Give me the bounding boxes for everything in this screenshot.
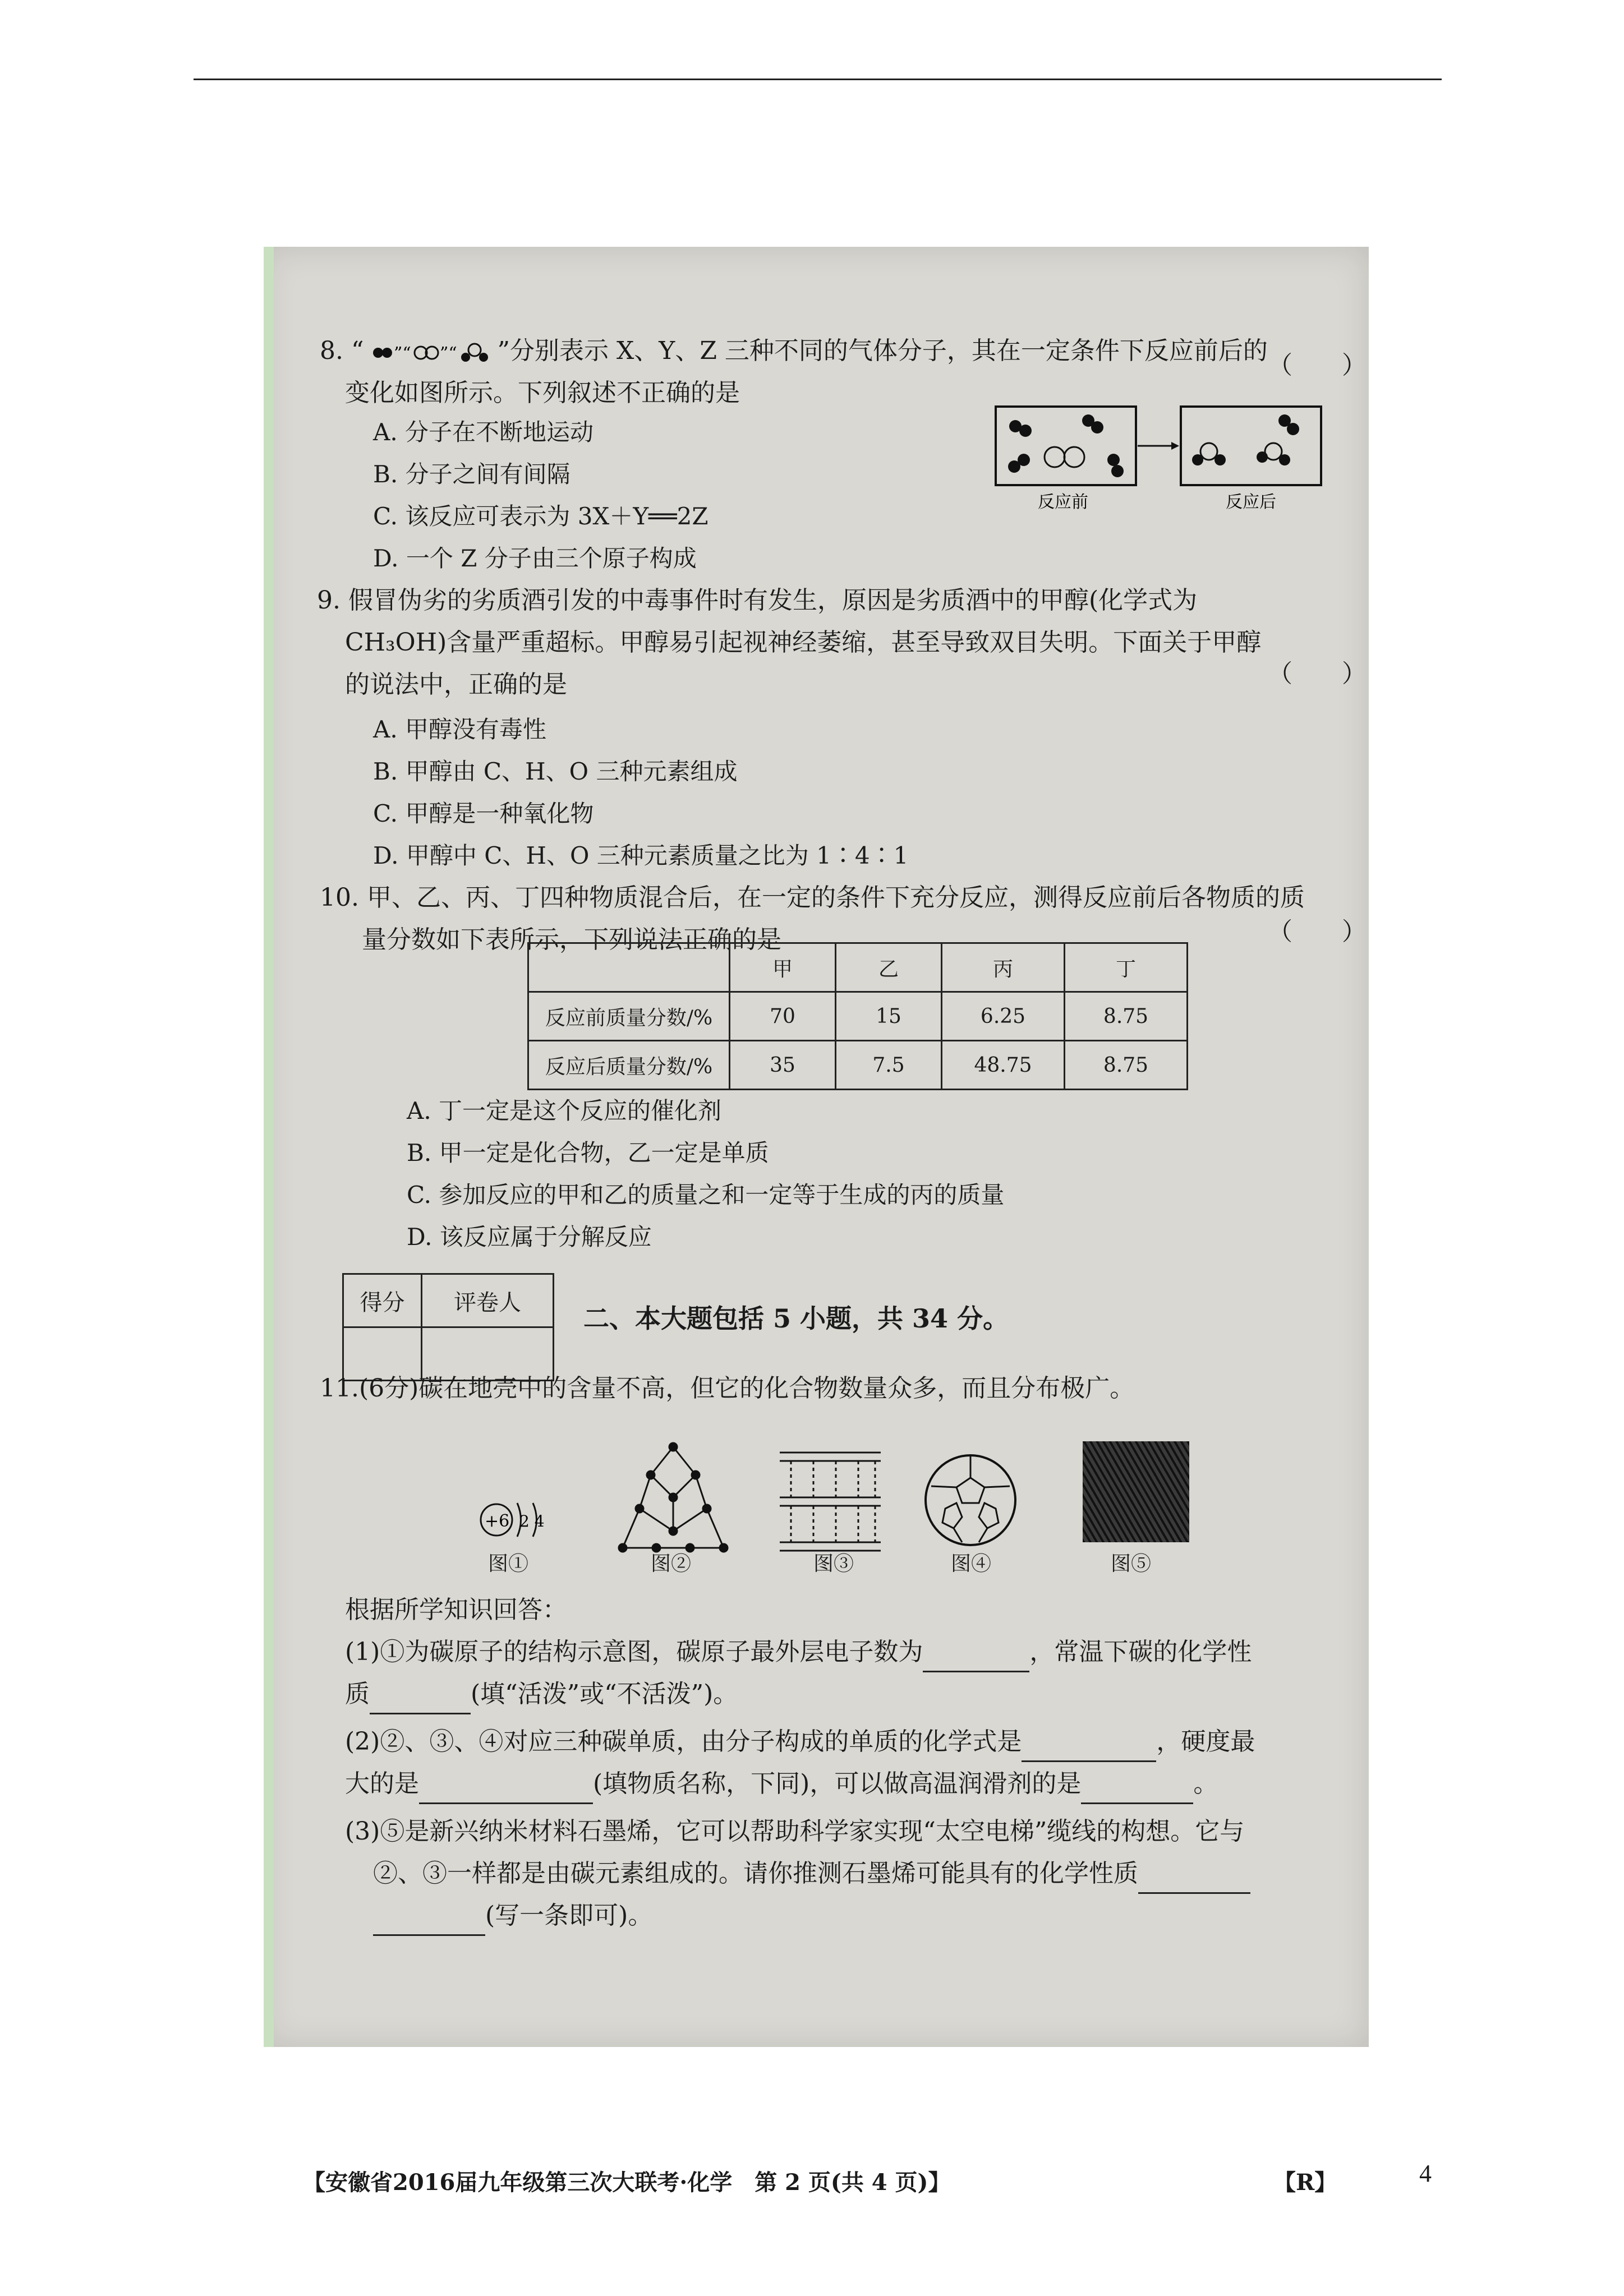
q11-part3-line3: (写一条即可)。 — [373, 1896, 652, 1936]
table-header-cell: 乙 — [836, 943, 942, 992]
answer-blank[interactable] — [370, 1688, 471, 1714]
answer-blank[interactable] — [419, 1778, 593, 1804]
answer-blank[interactable] — [1081, 1778, 1193, 1804]
q11-part1-line2: 质 (填“活泼”或“不活泼”)。 — [345, 1674, 738, 1714]
answer-blank[interactable] — [373, 1910, 485, 1936]
q9-option-a: A. 甲醇没有毒性 — [373, 716, 547, 743]
molecule-legend-icon — [371, 339, 489, 367]
table-header-cell — [528, 943, 730, 992]
q10-line2: 量分数如下表所示，下列说法正确的是 — [362, 925, 781, 954]
graphene-image — [1083, 1441, 1189, 1542]
c60-structure-icon — [920, 1447, 1021, 1553]
table-cell: 35 — [730, 1041, 836, 1090]
q8-option-c: C. 该反应可表示为 3X＋Y══2Z — [373, 502, 709, 530]
table-cell: 反应后质量分数/% — [528, 1041, 730, 1090]
before-label: 反应前 — [1038, 492, 1088, 512]
reaction-diagram — [993, 404, 1341, 516]
svg-text:”“: ”“ — [440, 343, 458, 363]
q9-line3: 的说法中，正确的是 — [345, 670, 567, 699]
atom-shell-label: 2 4 — [519, 1512, 545, 1530]
figure-label-2: 图② — [651, 1552, 692, 1575]
q8-option-a: A. 分子在不断地运动 — [373, 418, 594, 446]
q10-answer-paren: （ ） — [1268, 918, 1367, 946]
table-cell: 15 — [836, 992, 942, 1041]
grader-header: 评卷人 — [422, 1274, 554, 1327]
carbon-atom-diagram — [477, 1486, 555, 1553]
q9-answer-paren: （ ） — [1268, 660, 1367, 688]
table-cell: 7.5 — [836, 1041, 942, 1090]
section-title: 二、本大题包括 5 小题，共 34 分。 — [583, 1303, 1009, 1334]
q11-part2-line1: (2)②、③、④对应三种碳单质，由分子构成的单质的化学式是 ，硬度最 — [345, 1722, 1255, 1762]
figure-label-5: 图⑤ — [1111, 1552, 1152, 1575]
q10-option-a: A. 丁一定是这个反应的催化剂 — [407, 1097, 722, 1124]
q11-prompt: 根据所学知识回答： — [345, 1596, 567, 1624]
page-footer: 【安徽省2016届九年级第三次大联考·化学 第 2 页(共 4 页)】 — [303, 2169, 951, 2196]
table-row — [528, 992, 1188, 1041]
table-cell: 6.25 — [942, 992, 1065, 1041]
q9-option-b: B. 甲醇由 C、H、O 三种元素组成 — [373, 758, 738, 785]
answer-blank[interactable] — [1138, 1868, 1250, 1894]
q11-part3-line1: (3)⑤是新兴纳米材料石墨烯，它可以帮助科学家实现“太空电梯”缆线的构想。它与 — [345, 1817, 1245, 1846]
diamond-structure-icon — [611, 1436, 735, 1565]
q10-option-c: C. 参加反应的甲和乙的质量之和一定等于生成的丙的质量 — [407, 1181, 1005, 1209]
q8-line1: 8. “ ”“ ”“ ”分别表示 X、Y、Z 三种不同的气体分子，其在一定条件下反应前后的 — [320, 331, 1268, 371]
q11-part3-line2: ②、③一样都是由碳元素组成的。请你推测石墨烯可能具有的化学性质 — [373, 1854, 1250, 1894]
footer-mark: 【R】 — [1273, 2169, 1337, 2196]
figure-label-1: 图① — [488, 1552, 529, 1575]
page-number: 4 — [1419, 2160, 1432, 2187]
mass-fraction-table — [527, 942, 1188, 1090]
q9-line2: CH₃OH)含量严重超标。甲醇易引起视神经萎缩，甚至导致双目失明。下面关于甲醇 — [345, 628, 1262, 657]
q10-line1: 10. 甲、乙、丙、丁四种物质混合后，在一定的条件下充分反应，测得反应前后各物质的质 — [320, 883, 1305, 912]
graphite-structure-icon — [774, 1436, 886, 1565]
q8-answer-paren: （ ） — [1268, 351, 1367, 380]
q8-option-d: D. 一个 Z 分子由三个原子构成 — [373, 545, 697, 572]
answer-blank[interactable] — [1022, 1736, 1156, 1762]
q9-option-c: C. 甲醇是一种氧化物 — [373, 800, 594, 827]
scanned-photo — [264, 247, 1369, 2196]
table-cell: 8.75 — [1065, 992, 1188, 1041]
top-rule — [194, 79, 1442, 80]
table-cell: 70 — [730, 992, 836, 1041]
q8-line2: 变化如图所示。下列叙述不正确的是 — [345, 379, 740, 407]
answer-blank[interactable] — [923, 1646, 1029, 1672]
table-row — [528, 1041, 1188, 1090]
table-cell: 8.75 — [1065, 1041, 1188, 1090]
q10-option-d: D. 该反应属于分解反应 — [407, 1223, 652, 1251]
after-label: 反应后 — [1226, 492, 1276, 512]
table-header-cell: 丙 — [942, 943, 1065, 992]
q9-option-d: D. 甲醇中 C、H、O 三种元素质量之比为 1∶4∶1 — [373, 842, 909, 869]
q10-option-b: B. 甲一定是化合物，乙一定是单质 — [407, 1139, 769, 1167]
q11-intro: 11.(6分)碳在地壳中的含量不高，但它的化合物数量众多，而且分布极广。 — [320, 1374, 1135, 1403]
table-cell: 反应前质量分数/% — [528, 992, 730, 1041]
photo-edge — [264, 247, 274, 2047]
q9-line1: 9. 假冒伪劣的劣质酒引发的中毒事件时有发生，原因是劣质酒中的甲醇(化学式为 — [317, 586, 1198, 615]
table-header-row — [528, 943, 1188, 992]
score-table — [342, 1273, 554, 1381]
figure-label-4: 图④ — [951, 1552, 992, 1575]
figure-label-3: 图③ — [813, 1552, 854, 1575]
q11-part1-line1: (1)①为碳原子的结构示意图，碳原子最外层电子数为 ，常温下碳的化学性 — [345, 1632, 1252, 1672]
score-header: 得分 — [343, 1274, 422, 1327]
q8-option-b: B. 分子之间有间隔 — [373, 460, 571, 488]
q11-part2-line2: 大的是 (填物质名称，下同)，可以做高温润滑剂的是 。 — [345, 1764, 1218, 1804]
svg-text:”“: ”“ — [394, 343, 412, 363]
table-header-cell: 丁 — [1065, 943, 1188, 992]
atom-nucleus-label: +6 — [485, 1511, 510, 1531]
table-cell: 48.75 — [942, 1041, 1065, 1090]
table-header-cell: 甲 — [730, 943, 836, 992]
